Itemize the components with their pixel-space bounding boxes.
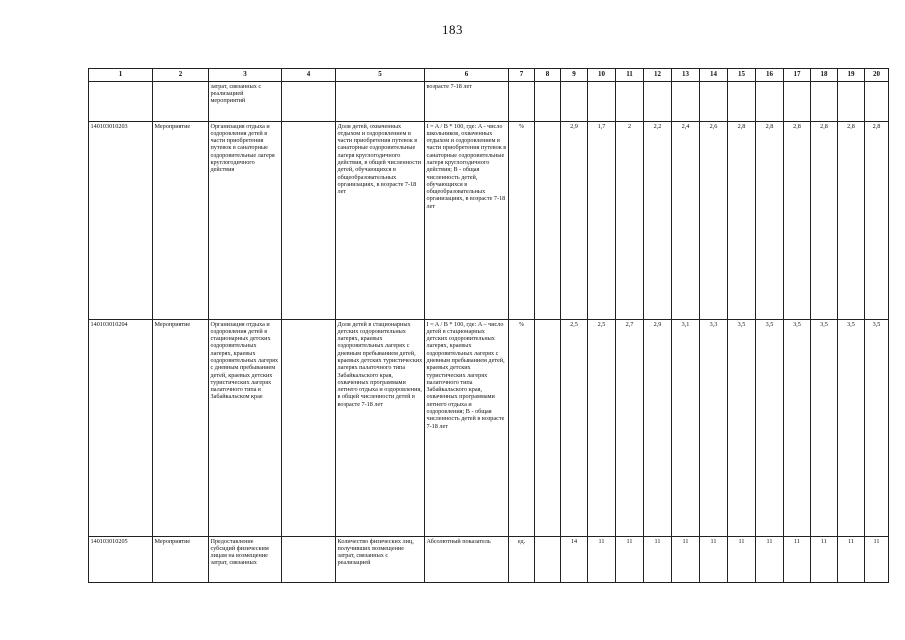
- value-cell-14: [700, 82, 728, 122]
- type-cell: [153, 82, 209, 122]
- value-cell-16: 2,8: [756, 122, 784, 320]
- value-cell-11: [616, 82, 644, 122]
- value-cell-11: 2: [616, 122, 644, 320]
- col8-cell: [535, 122, 561, 320]
- table-row: [89, 537, 889, 583]
- column-header-2: 2: [153, 69, 209, 82]
- value-cell-12: 2,2: [644, 122, 672, 320]
- column-header-19: 19: [838, 69, 865, 82]
- value-cell-10: 11: [588, 537, 616, 583]
- name-cell: Организация отдыха и оздоровления детей в стационарных детских оздоровительных лагерях, краевых оздоровительных лагерях с дневным пребыванием детей, краевых детских туристических лагерях палаточного типа в Забайкальском крае: [209, 320, 282, 537]
- value-cell-15: 3,5: [728, 320, 756, 537]
- value-cell-9: 2,5: [561, 320, 588, 537]
- column-header-6: 6: [425, 69, 509, 82]
- indicator-cell: [336, 82, 425, 122]
- column-header-14: 14: [700, 69, 728, 82]
- value-cell-13: 3,1: [672, 320, 700, 537]
- column-header-5: 5: [336, 69, 425, 82]
- col4-cell: [282, 320, 336, 537]
- column-header-18: 18: [811, 69, 838, 82]
- value-cell-19: 2,8: [838, 122, 865, 320]
- value-cell-16: 3,5: [756, 320, 784, 537]
- code-cell: 140103010204: [89, 320, 153, 537]
- column-header-8: 8: [535, 69, 561, 82]
- value-cell-18: 2,8: [811, 122, 838, 320]
- name-cell: затрат, связанных с реализацией мероприятий: [209, 82, 282, 122]
- col8-cell: [535, 82, 561, 122]
- value-cell-12: [644, 82, 672, 122]
- value-cell-15: 11: [728, 537, 756, 583]
- column-header-11: 11: [616, 69, 644, 82]
- value-cell-19: 3,5: [838, 320, 865, 537]
- column-header-9: 9: [561, 69, 588, 82]
- value-cell-12: 2,9: [644, 320, 672, 537]
- col4-cell: [282, 122, 336, 320]
- column-header-10: 10: [588, 69, 616, 82]
- value-cell-15: [728, 82, 756, 122]
- value-cell-14: 2,6: [700, 122, 728, 320]
- name-cell: Предоставление субсидий физическим лицам на возмещение затрат, связанных: [209, 537, 282, 583]
- column-header-15: 15: [728, 69, 756, 82]
- column-header-12: 12: [644, 69, 672, 82]
- unit-cell: [509, 82, 535, 122]
- formula-cell: I = A / B * 100, где: A – число детей в стационарных детских оздоровительных лагерях, краевых оздоровительных лагерях с дневным пребыванием детей, краевых детских туристических лагерях палаточного типа Забайкальского края, охваченных программами летнего отдыха и оздоровления; B - общая численность детей в возрасте 7-18 лет: [425, 320, 509, 537]
- page-number: 183: [442, 22, 463, 37]
- type-cell: Мероприятие: [153, 122, 209, 320]
- column-header-4: 4: [282, 69, 336, 82]
- value-cell-10: [588, 82, 616, 122]
- value-cell-19: 11: [838, 537, 865, 583]
- value-cell-17: 11: [784, 537, 811, 583]
- indicator-cell: Доля детей в стационарных детских оздоровительных лагерях, краевых оздоровительных лагерях с дневным пребыванием детей, краевых детских туристических лагерях палаточного типа Забайкальского края, охваченных программами летнего отдыха и оздоровления, в общей численности детей в возрасте 7-18 лет: [336, 320, 425, 537]
- value-cell-18: [811, 82, 838, 122]
- name-cell: Организация отдыха и оздоровления детей в части приобретения путевок в санаторные оздоровительные лагеря круглогодичного действия: [209, 122, 282, 320]
- value-cell-11: 2,7: [616, 320, 644, 537]
- value-cell-9: 14: [561, 537, 588, 583]
- value-cell-16: [756, 82, 784, 122]
- value-cell-20: [865, 82, 889, 122]
- col4-cell: [282, 82, 336, 122]
- col8-cell: [535, 320, 561, 537]
- value-cell-17: 2,8: [784, 122, 811, 320]
- column-header-7: 7: [509, 69, 535, 82]
- column-header-17: 17: [784, 69, 811, 82]
- table-row: [89, 122, 889, 320]
- code-cell: 140103010205: [89, 537, 153, 583]
- value-cell-12: 11: [644, 537, 672, 583]
- value-cell-11: 11: [616, 537, 644, 583]
- value-cell-15: 2,8: [728, 122, 756, 320]
- unit-cell: %: [509, 122, 535, 320]
- indicator-table: [88, 68, 889, 583]
- formula-cell: Абсолютный показатель: [425, 537, 509, 583]
- indicator-cell: Доля детей, охваченных отдыхом и оздоровлением в части приобретения путевок в санаторные оздоровительные лагеря круглогодичного действия, в общей численности детей, обучающихся в общеобразовательных организациях, в возрасте 7-18 лет: [336, 122, 425, 320]
- value-cell-9: [561, 82, 588, 122]
- column-header-1: 1: [89, 69, 153, 82]
- value-cell-19: [838, 82, 865, 122]
- value-cell-10: 2,5: [588, 320, 616, 537]
- col4-cell: [282, 537, 336, 583]
- value-cell-17: 3,5: [784, 320, 811, 537]
- value-cell-9: 2,9: [561, 122, 588, 320]
- value-cell-20: 3,5: [865, 320, 889, 537]
- header-row: [89, 69, 889, 82]
- table-row: [89, 82, 889, 122]
- value-cell-13: [672, 82, 700, 122]
- value-cell-20: 2,8: [865, 122, 889, 320]
- type-cell: Мероприятие: [153, 537, 209, 583]
- value-cell-13: 11: [672, 537, 700, 583]
- formula-cell: I = A / B * 100, где: A - число школьников, охваченных отдыхом и оздоровлением в части приобретения путевок в санаторные оздоровительные лагеря круглогодичного действия; B - общая численность детей, обучающихся в общеобразовательных организациях, в возрасте 7-18 лет: [425, 122, 509, 320]
- unit-cell: %: [509, 320, 535, 537]
- code-cell: 140103010203: [89, 122, 153, 320]
- col8-cell: [535, 537, 561, 583]
- column-header-13: 13: [672, 69, 700, 82]
- value-cell-20: 11: [865, 537, 889, 583]
- value-cell-16: 11: [756, 537, 784, 583]
- value-cell-14: 3,3: [700, 320, 728, 537]
- column-header-20: 20: [865, 69, 889, 82]
- type-cell: Мероприятие: [153, 320, 209, 537]
- value-cell-18: 11: [811, 537, 838, 583]
- column-header-16: 16: [756, 69, 784, 82]
- value-cell-13: 2,4: [672, 122, 700, 320]
- table-row: [89, 320, 889, 537]
- code-cell: [89, 82, 153, 122]
- column-header-3: 3: [209, 69, 282, 82]
- formula-cell: возрасте 7-18 лет: [425, 82, 509, 122]
- unit-cell: ед.: [509, 537, 535, 583]
- indicator-cell: Количество физических лиц, получивших возмещение затрат, связанных с реализацией: [336, 537, 425, 583]
- value-cell-14: 11: [700, 537, 728, 583]
- value-cell-18: 3,5: [811, 320, 838, 537]
- value-cell-10: 1,7: [588, 122, 616, 320]
- value-cell-17: [784, 82, 811, 122]
